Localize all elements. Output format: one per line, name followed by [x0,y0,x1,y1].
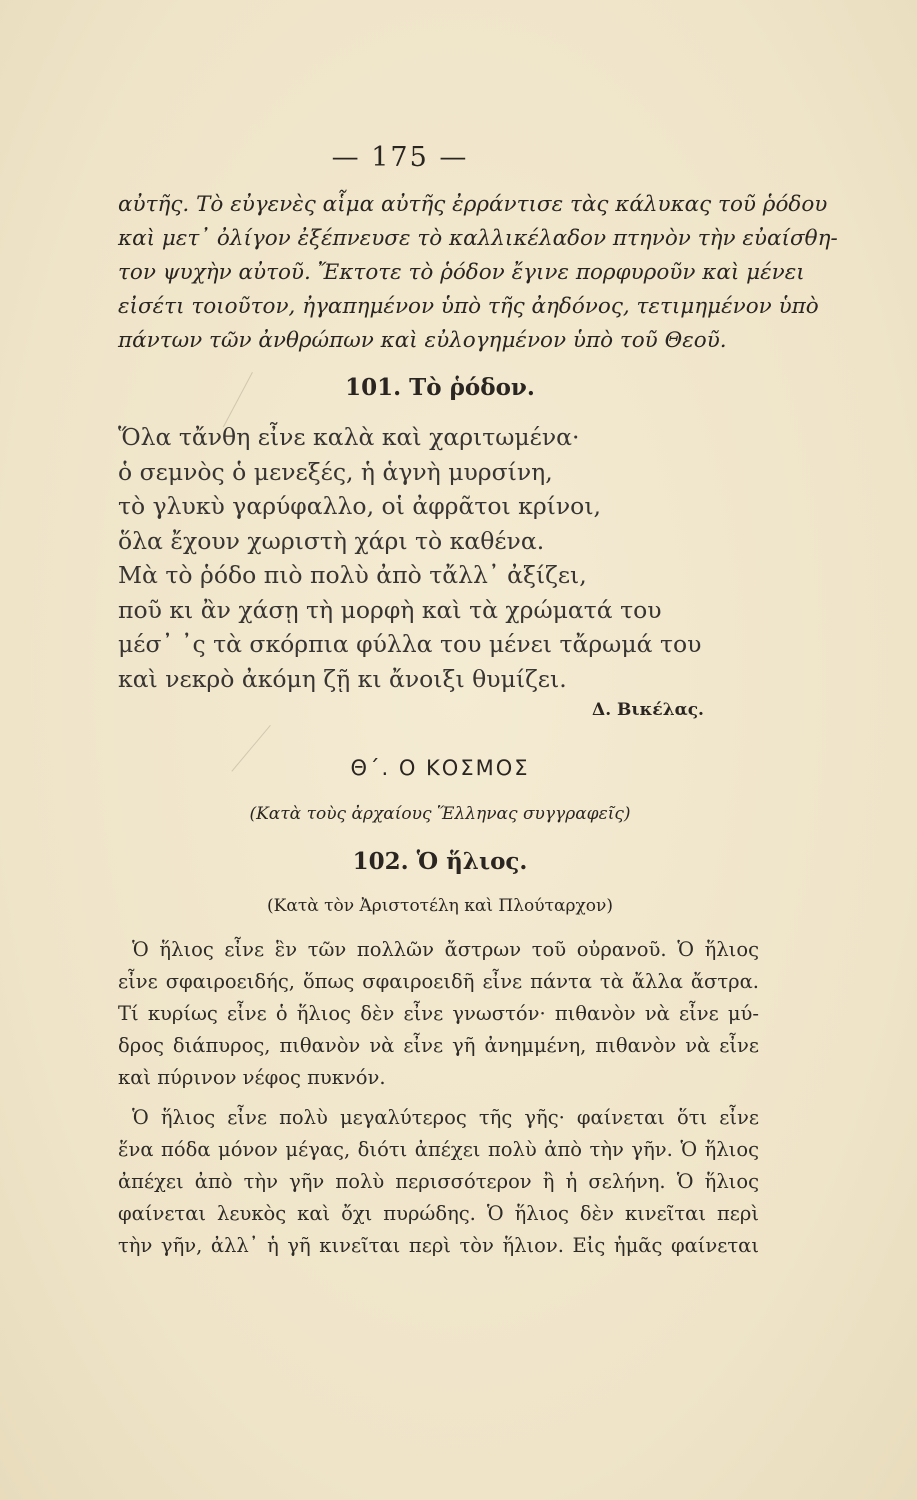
text-line: Ὁ ἥλιος εἶνε ἓν τῶν πολλῶν ἄστρων τοῦ οὐρανοῦ. Ὁ ἥλιος [132,938,759,961]
text-line: καὶ μετ᾽ ὀλίγον ἐξέπνευσε τὸ καλλικέλαδον πτηνὸν τὴν εὐαίσθη- [118,226,838,251]
text-line: τὴν γῆν, ἀλλ᾽ ἡ γῆ κινεῖται περὶ τὸν ἥλιον. Εἰς ἡμᾶς φαίνεται [118,1234,759,1257]
poem-line: ποῦ κι ἂν χάσῃ τὴ μορφὴ καὶ τὰ χρώματά του [118,595,662,624]
poem-line: ὅλα ἔχουν χωριστὴ χάρι τὸ καθένα. [118,526,545,555]
text-line: Τί κυρίως εἶνε ὁ ἥλιος δὲν εἶνε γνωστόν· πιθανὸν νὰ εἶνε μύ- [118,1002,759,1025]
text-line: καὶ πύρινον νέφος πυκνόν. [118,1066,386,1089]
text-line: εἶνε σφαιροειδής, ὅπως σφαιροειδῆ εἶνε πάντα τὰ ἄλλα ἄστρα. [118,970,759,993]
section-subtitle: (Κατὰ τοὺς ἀρχαίους Ἕλληνας συγγραφεῖς) [249,804,631,824]
text-line: αὐτῆς. Τὸ εὐγενὲς αἷμα αὐτῆς ἐρράντισε τὰς κάλυκας τοῦ ῥόδου [118,192,828,217]
section-title: Θ΄. Ο ΚΟΣΜΟΣ [350,756,530,780]
text-line: πάντων τῶν ἀνθρώπων καὶ εὐλογημένον ὑπὸ τοῦ Θεοῦ. [118,328,727,353]
text-line: ἕνα πόδα μόνον μέγας, διότι ἀπέχει πολὺ ἀπὸ τὴν γῆν. Ὁ ἥλιος [118,1138,759,1161]
page-number: — 175 — [331,142,469,173]
poem-line: ὁ σεμνὸς ὁ μενεξές, ἡ ἁγνὴ μυρσίνη, [118,457,553,486]
text-line: δρος διάπυρος, πιθανὸν νὰ εἶνε γῆ ἀνημμένη, πιθανὸν νὰ εἶνε [118,1034,759,1057]
poem-heading: 101. Τὸ ῥόδον. [345,374,535,401]
poem-line: Μὰ τὸ ῥόδο πιὸ πολὺ ἀπὸ τἄλλ᾽ ἀξίζει, [118,561,587,589]
text-line: Ὁ ἥλιος εἶνε πολὺ μεγαλύτερος τῆς γῆς· φαίνεται ὅτι εἶνε [132,1106,759,1129]
poem-line: καὶ νεκρὸ ἀκόμη ζῇ κι ἄνοιξι θυμίζει. [118,664,567,693]
text-line: εἰσέτι τοιοῦτον, ἠγαπημένον ὑπὸ τῆς ἀηδόνος, τετιμημένον ὑπὸ [118,294,819,319]
text-line: ἀπέχει ἀπὸ τὴν γῆν πολὺ περισσότερον ἢ ἡ σελήνη. Ὁ ἥλιος [118,1170,759,1193]
text-line: τον ψυχὴν αὐτοῦ. Ἔκτοτε τὸ ῥόδον ἔγινε πορφυροῦν καὶ μένει [118,260,805,285]
poem [118,420,758,696]
paragraph-1 [118,934,759,1094]
article-heading: 102. Ὁ ἥλιος. [352,848,528,875]
poem-author: Δ. Βικέλας. [592,700,704,720]
top-paragraph [118,188,838,358]
poem-line: τὸ γλυκὺ γαρύφαλλο, οἱ ἀφρᾶτοι κρίνοι, [118,492,602,520]
text-line: φαίνεται λευκὸς καὶ ὄχι πυρώδης. Ὁ ἥλιος δὲν κινεῖται περὶ [118,1202,759,1225]
article-source: (Κατὰ τὸν Ἀριστοτέλη καὶ Πλούταρχον) [267,896,613,916]
paragraph-2 [118,1102,759,1262]
poem-line: Ὅλα τἄνθη εἶνε καλὰ καὶ χαριτωμένα· [118,423,580,451]
poem-line: μέσ᾽ ᾽ς τὰ σκόρπια φύλλα του μένει τἄρωμά του [118,630,702,658]
